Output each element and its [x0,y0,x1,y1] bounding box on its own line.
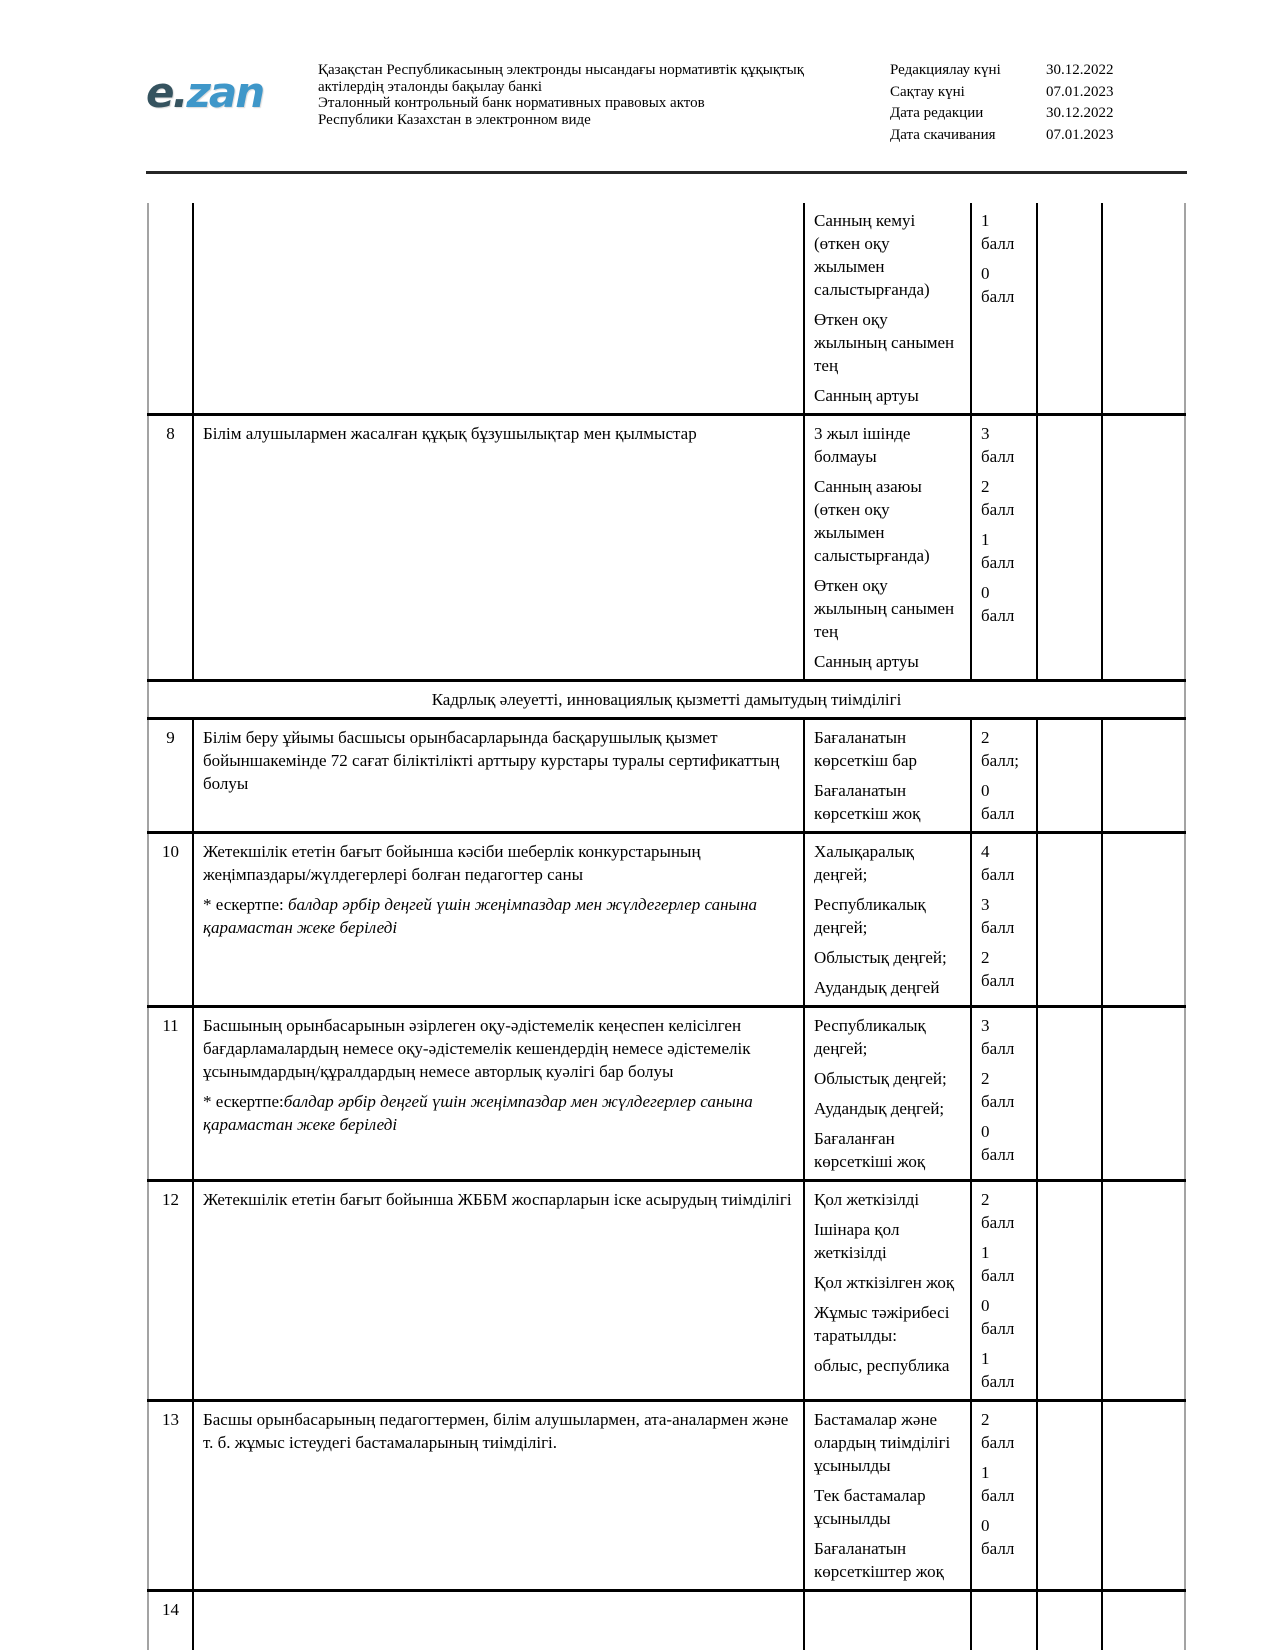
criteria-item: Бастамалар және олардың тиімділігі ұсынылды [814,1410,951,1475]
criteria-cell [804,719,971,833]
points-unit: балл [981,1433,1015,1452]
table-row [148,1181,1185,1401]
evaluation-table-wrap [147,203,1184,1650]
criteria-item: Бағаланатын көрсеткіш бар [814,728,918,770]
description-note-italic: балдар әрбір деңгей үшін жеңімпаздар мен жүлдегерлер санына қарамастан жеке беріледі [203,895,758,937]
points-value: 1 [981,211,990,230]
points-value: 0 [981,1122,990,1141]
criteria-item: Бағаланатын көрсеткіш жоқ [814,781,921,823]
points-value: 2 [981,948,990,967]
description-text: Білім беру ұйымы басшысы орынбасарларында басқарушылық қызмет бойыншакемінде 72 сағат біліктілікті арттыру курстары туралы сертификаттың болуы [203,728,780,793]
criteria-item: Халықаралық деңгей; [814,842,915,884]
row-number-cell: 12 [162,1190,179,1209]
points-item [981,528,1027,574]
criteria-item: 3 жыл ішінде болмауы [814,424,911,466]
title-line-kk-2: актілердің эталонды бақылау банкі [318,78,542,95]
empty-cell-1 [1037,1591,1102,1650]
empty-cell-2 [1102,719,1185,833]
points-value: 1 [981,530,990,549]
points-unit: балл [981,1539,1015,1558]
header-divider [146,171,1187,174]
criteria-item: Бағаланатын көрсеткіштер жоқ [814,1539,944,1581]
row-number-cell: 8 [166,424,175,443]
points-item [981,581,1027,627]
table-row [148,203,1185,415]
points-item [981,209,1027,255]
points-unit: балл [981,971,1015,990]
points-item [981,1067,1027,1113]
description-cell [193,833,804,1007]
criteria-item: облыс, республика [814,1356,950,1375]
empty-cell-2 [1102,1181,1185,1401]
description-paragraph [203,1014,794,1083]
table-row [148,415,1185,681]
title-line-kk-1: Қазақстан Республикасының электронды нысандағы нормативтік құқықтық [318,62,805,78]
criteria-item: Қол жеткізілді [814,1190,920,1209]
empty-cell-1 [1037,203,1102,415]
meta-label: Редакциялау күні [890,62,1001,78]
empty-cell-1 [1037,1401,1102,1591]
criteria-cell [804,1181,971,1401]
points-cell [971,203,1037,415]
description-text: Жетекшілік ететін бағыт бойынша кәсіби шеберлік конкурстарының жеңімпаздары/жүлдегерлері болған педагогтер саны [203,842,701,884]
meta-value: 30.12.2022 [1046,105,1114,121]
criteria-item: Аудандық деңгей [814,978,940,997]
criteria-item: Аудандық деңгей; [814,1099,945,1118]
description-cell [193,1591,804,1650]
description-cell [193,203,804,415]
points-cell [971,833,1037,1007]
points-value: 0 [981,264,990,283]
points-value: 0 [981,781,990,800]
points-value: 1 [981,1349,990,1368]
points-item [981,262,1027,308]
points-item [981,779,1027,825]
empty-cell-2 [1102,203,1185,415]
logo-text-e: e. [146,68,187,117]
points-item [981,1188,1027,1234]
description-text: * ескертпе: [203,895,288,914]
points-item [981,840,1027,886]
points-item [981,726,1027,772]
empty-cell-2 [1102,1591,1185,1650]
empty-cell-1 [1037,719,1102,833]
table-row [148,1401,1185,1591]
points-unit: балл [981,918,1015,937]
meta-value: 07.01.2023 [1046,126,1114,143]
title-line-ru-1: Эталонный контрольный банк нормативных правовых актов [318,95,705,111]
description-cell [193,415,804,681]
points-unit: балл; [981,751,1020,770]
points-item [981,475,1027,521]
criteria-item: Республикалық деңгей; [814,895,926,937]
points-unit: балл [981,287,1015,306]
criteria-item: Тек бастамалар ұсынылды [814,1486,926,1528]
criteria-item: Санның азаюы (өткен оқу жылымен салыстырғанда) [814,477,930,565]
points-item [981,1408,1027,1454]
points-unit: балл [981,234,1015,253]
meta-value: 30.12.2022 [1046,62,1114,78]
points-unit: балл [981,500,1015,519]
title-line-ru-2: Республики Казахстан в электронном виде [318,111,591,128]
criteria-item: Өткен оқу жылының санымен тең [814,310,955,375]
criteria-cell [804,1007,971,1181]
points-value: 2 [981,1069,990,1088]
section-header: Кадрлық әлеуетті, инновациялық қызметті дамытудың тиімділігі [431,690,902,709]
table-row [148,719,1185,833]
points-value: 0 [981,1296,990,1315]
empty-cell-2 [1102,1401,1185,1591]
table-row [148,1007,1185,1181]
empty-cell-2 [1102,415,1185,681]
logo-text-zan: zan [186,68,264,117]
points-cell [971,1181,1037,1401]
points-item [981,422,1027,468]
criteria-cell [804,1591,971,1650]
row-number-cell: 14 [162,1600,179,1619]
row-number-cell: 13 [162,1410,179,1429]
empty-cell-1 [1037,1181,1102,1401]
points-unit: балл [981,1213,1015,1232]
empty-cell-1 [1037,833,1102,1007]
points-unit: балл [981,1319,1015,1338]
description-note-italic: балдар әрбір деңгей үшін жеңімпаздар мен жүлдегерлер санына қарамастан жеке беріледі [203,1092,753,1134]
points-item [981,893,1027,939]
criteria-cell [804,415,971,681]
points-value: 2 [981,728,990,747]
points-value: 2 [981,1190,990,1209]
criteria-item: Ішінара қол жеткізілді [814,1220,900,1262]
points-value: 2 [981,477,990,496]
row-number-cell: 9 [166,728,175,747]
points-cell [971,1591,1037,1650]
points-value: 1 [981,1243,990,1262]
points-cell [971,1401,1037,1591]
table-row [148,1591,1185,1650]
meta-label: Дата скачивания [890,126,996,143]
points-value: 3 [981,895,990,914]
empty-cell-1 [1037,415,1102,681]
description-text: Басшы орынбасарының педагогтермен, білім алушылармен, ата-аналармен және т. б. жұмыс істеудегі бастамаларының тиімділігі. [203,1410,789,1452]
description-paragraph [203,893,794,939]
points-unit: балл [981,1092,1015,1111]
criteria-item: Республикалық деңгей; [814,1016,926,1058]
description-text: * ескертпе: [203,1092,284,1111]
description-paragraph [203,1408,794,1454]
section-row [148,681,1185,719]
criteria-item: Жұмыс тәжірибесі таратылды: [814,1303,950,1345]
points-value: 2 [981,1410,990,1429]
empty-cell-2 [1102,1007,1185,1181]
points-item [981,946,1027,992]
criteria-cell [804,833,971,1007]
points-value: 3 [981,1016,990,1035]
points-unit: балл [981,553,1015,572]
description-cell [193,1401,804,1591]
points-unit: балл [981,804,1015,823]
description-text: Білім алушылармен жасалған құқық бұзушылықтар мен қылмыстар [203,424,697,443]
criteria-item: Санның артуы [814,386,919,405]
points-value: 4 [981,842,990,861]
row-number-cell: 10 [162,842,179,861]
points-unit: балл [981,1486,1015,1505]
header-meta-block [890,62,1114,143]
points-item [981,1347,1027,1393]
points-unit: балл [981,1266,1015,1285]
points-cell [971,415,1037,681]
points-unit: балл [981,1039,1015,1058]
criteria-item: Облыстық деңгей; [814,1069,947,1088]
evaluation-table-body [148,203,1185,1650]
empty-cell-1 [1037,1007,1102,1181]
description-paragraph [203,1090,794,1136]
points-unit: балл [981,606,1015,625]
criteria-cell [804,1401,971,1591]
meta-label: Сақтау күні [890,83,965,100]
criteria-item: Санның артуы [814,652,919,671]
points-item [981,1014,1027,1060]
ezan-logo [146,68,264,117]
points-value: 0 [981,1516,990,1535]
description-paragraph [203,1188,794,1211]
criteria-item: Өткен оқу жылының санымен тең [814,576,955,641]
row-number-cell: 11 [162,1016,179,1035]
points-item [981,1514,1027,1560]
description-paragraph [203,422,794,445]
criteria-cell [804,203,971,415]
evaluation-table [147,203,1186,1650]
description-cell [193,719,804,833]
criteria-item: Облыстық деңгей; [814,948,947,967]
points-cell [971,719,1037,833]
points-cell [971,1007,1037,1181]
points-item [981,1294,1027,1340]
points-item [981,1241,1027,1287]
meta-value: 07.01.2023 [1046,83,1114,100]
empty-cell-2 [1102,833,1185,1007]
points-unit: балл [981,1372,1015,1391]
points-value: 3 [981,424,990,443]
points-unit: балл [981,1145,1015,1164]
table-row [148,833,1185,1007]
points-value: 0 [981,583,990,602]
description-cell [193,1007,804,1181]
points-item [981,1120,1027,1166]
criteria-item: Санның кемуі (өткен оқу жылымен салыстырғанда) [814,211,930,299]
description-text: Басшының орынбасарынын әзірлеген оқу-әдістемелік кеңеспен келісілген бағдарламалардың немесе оқу-әдістемелік кешендердің немесе әдістемелік ұсынымдардың/құралдардың немесе авторлық куәлігі бар болуы [203,1016,751,1081]
description-paragraph [203,840,794,886]
criteria-item: Қол жткізілген жоқ [814,1273,955,1292]
points-value: 1 [981,1463,990,1482]
meta-label: Дата редакции [890,105,984,121]
description-cell [193,1181,804,1401]
points-unit: балл [981,447,1015,466]
header-title-block [318,62,863,128]
points-item [981,1461,1027,1507]
criteria-item: Бағаланған көрсеткіші жоқ [814,1129,926,1171]
row-number-cell [148,203,193,415]
description-text: Жетекшілік ететін бағыт бойынша ЖББМ жоспарларын іске асырудың тиімділігі [203,1190,792,1209]
points-unit: балл [981,865,1015,884]
description-paragraph [203,726,794,795]
